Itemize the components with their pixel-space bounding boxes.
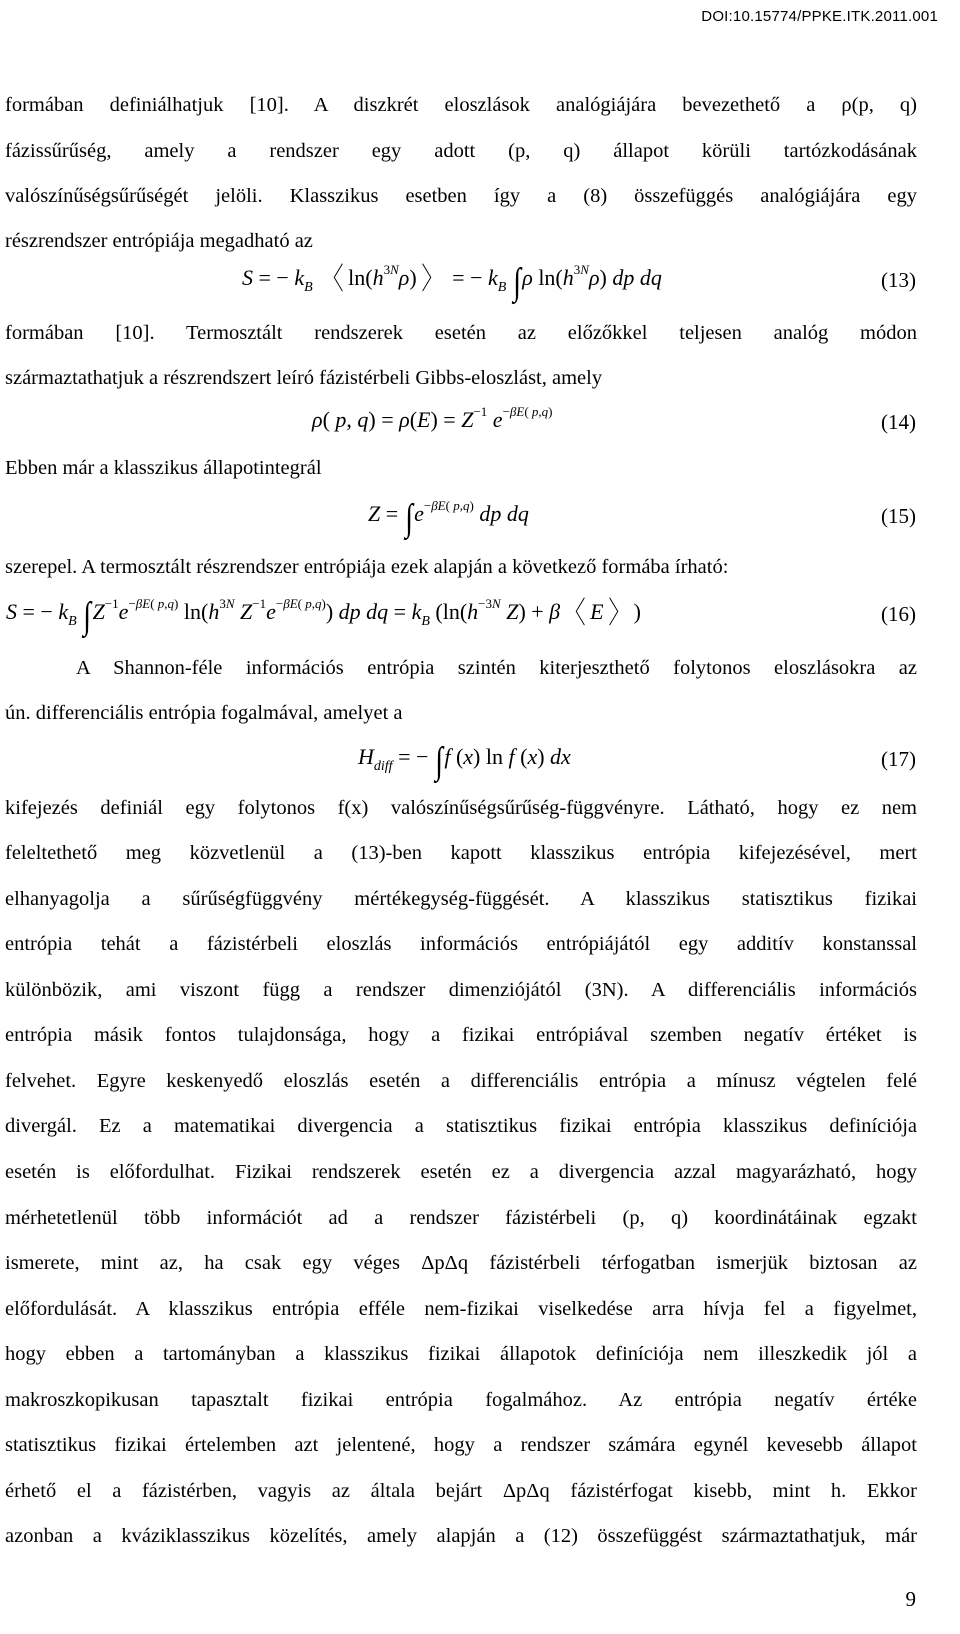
text-line: entrópia másik fontos tulajdonsága, hogy a fizikai entrópiával szemben negatív értéket is <box>5 1024 917 1046</box>
text-line: kifejezés definiál egy folytonos f(x) valószínűségsűrűség-függvényre. Látható, hogy ez nem <box>5 797 917 819</box>
text-line: fázissűrűség, amely a rendszer egy adott (p, q) állapot körüli tartózkodásának <box>5 140 917 162</box>
text-line: feleltethető meg közvetlenül a (13)-ben kapott klasszikus entrópia kifejezésével, mert <box>5 842 917 864</box>
text-line: felvehet. Egyre keskenyedő eloszlás esetén a differenciális entrópia a mínusz végtelen felé <box>5 1070 917 1092</box>
text-line: származtathatjuk a részrendszert leíró fázistérbeli Gibbs-eloszlást, amely <box>5 367 603 389</box>
text-line: entrópia tehát a fázistérbeli eloszlás információs entrópiájától egy additív konstanssal <box>5 933 917 955</box>
text-line: szerepel. A termosztált részrendszer entrópiája ezek alapján a következő formába írható: <box>5 556 729 578</box>
text-line: ismerete, mint az, ha csak egy véges ΔpΔq fázistérbeli térfogatban ismerjük biztosan az <box>5 1252 917 1274</box>
equation-number: (13) <box>881 268 916 292</box>
text-line: azonban a kváziklasszikus közelítés, amely alapján a (12) összefüggést származtathatjuk, már <box>5 1525 917 1547</box>
text-line: Ebben már a klasszikus állapotintegrál <box>5 457 322 479</box>
equation-number: (14) <box>881 410 916 434</box>
equation-15: $Z = \int e^{-\beta E( p,q)}$ dp dq <box>368 497 529 539</box>
text-line: makroszkopikusan tapasztalt fizikai entrópia fogalmához. Az entrópia negatív értéke <box>5 1389 917 1411</box>
text-line: valószínűségsűrűségét jelöli. Klasszikus esetben így a (8) összefüggés analógiájára egy <box>5 185 917 207</box>
text-line: A Shannon-féle információs entrópia szintén kiterjeszthető folytonos eloszlásokra az <box>76 657 917 679</box>
text-line: előfordulását. A klasszikus entrópia efféle nem-fizikai viselkedése arra hívja fel a figyelmet, <box>5 1298 917 1320</box>
equation-number: (15) <box>881 504 916 528</box>
text-line: ún. differenciális entrópia fogalmával, amelyet a <box>5 702 403 724</box>
equation-number: (17) <box>881 747 916 771</box>
equation-13: S = − $k_B$ 〈 $\ln(h^{3N}\rho)$ 〉 = − $k_B$ ∫ρ $\ln(h^{3N}\rho)$ dp dq <box>242 261 662 303</box>
text-line: formában definiálhatjuk [10]. A diszkrét eloszlások analógiájára bevezethető a ρ(p, q) <box>5 94 917 116</box>
equation-number: (16) <box>881 602 916 626</box>
text-line: esetén is előfordulhat. Fizikai rendszerek esetén ez a divergencia azzal magyarázható, hogy <box>5 1161 917 1183</box>
text-line: részrendszer entrópiája megadható az <box>5 230 313 252</box>
text-line: divergál. Ez a matematikai divergencia a statisztikus fizikai entrópia klasszikus definíciója <box>5 1115 917 1137</box>
equation-16: S = − $k_B$ $\int Z^{-1}e^{-\beta E( p,q)}$ $\ln(h^{3N}$ $Z^{-1}e^{-\beta E( p,q)}$) dp dq = $k_B$ ($\ln(h^{-3N}$ Z) + β 〈 E 〉 ) <box>6 595 641 637</box>
equation-14: ρ( p, $q) = \rho(E) = Z^{-1}$ $e^{-\beta E( p,q)}$ <box>312 404 553 432</box>
text-line: elhanyagolja a sűrűségfüggvény mértékegység-függését. A klasszikus statisztikus fizikai <box>5 888 917 910</box>
text-line: érhető el a fázistérben, vagyis az általa bejárt ΔpΔq fázistérfogat kisebb, mint h. Ekkor <box>5 1480 917 1502</box>
text-line: mérhetetlenül több információt ad a rendszer fázistérbeli (p, q) koordinátáinak egzakt <box>5 1207 917 1229</box>
text-line: statisztikus fizikai értelemben azt jelentené, hogy a rendszer számára egynél kevesebb állapot <box>5 1434 917 1456</box>
text-line: hogy ebben a tartományban a klasszikus fizikai állapotok definíciója nem illeszkedik jól a <box>5 1343 917 1365</box>
text-line: formában [10]. Termosztált rendszerek esetén az előzőkkel teljesen analóg módon <box>5 322 917 344</box>
doi-header: DOI:10.15774/PPKE.ITK.2011.001 <box>701 8 938 25</box>
equation-17: $H_{diff}$ = − ∫f (x) ln f (x) dx <box>358 740 571 782</box>
page-number: 9 <box>905 1587 916 1611</box>
text-line: különbözik, ami viszont függ a rendszer dimenziójától (3N). A differenciális információs <box>5 979 917 1001</box>
